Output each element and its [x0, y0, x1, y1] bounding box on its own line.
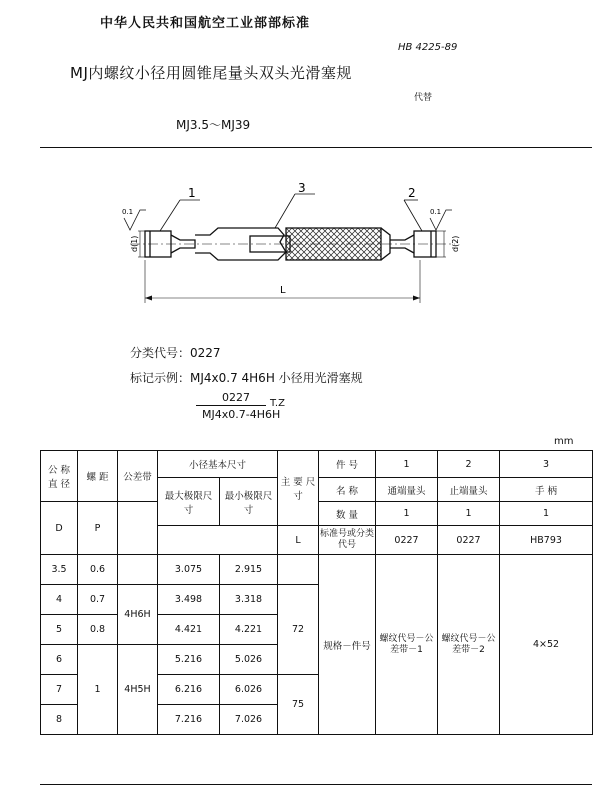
standard-name: MJ内螺纹小径用圆锥尾量头双头光滑塞规 [70, 64, 352, 82]
row-min: 7.026 [220, 705, 278, 735]
col-nominal-diameter: 公 称 直 径 [41, 451, 78, 502]
roughness-left: 0.1 [122, 208, 134, 216]
row-tol-b: 4H5H [118, 645, 158, 735]
part-name-3: 手 柄 [500, 478, 593, 502]
row-P-b: 1 [78, 645, 118, 735]
row-min: 6.026 [220, 675, 278, 705]
symbol-D: D [41, 502, 78, 555]
std-code-label: 标准号或分类代号 [319, 526, 376, 555]
row-max: 5.216 [158, 645, 220, 675]
col-pitch: 螺 距 [78, 451, 118, 502]
standard-number: HB 4225-89 [398, 42, 458, 53]
part-name-1: 通端量头 [376, 478, 438, 502]
quantity-3: 1 [500, 502, 593, 526]
spec-part-2: 螺纹代号－公差带－2 [438, 555, 500, 735]
part-name-label: 名 称 [319, 478, 376, 502]
quantity-1: 1 [376, 502, 438, 526]
row-tol [118, 555, 158, 585]
replaces-label: 代替 [414, 93, 433, 103]
symbol-P: P [78, 502, 118, 555]
callout-1: 1 [188, 186, 196, 200]
header-divider [40, 147, 592, 148]
col-tolerance: 公差带 [118, 451, 158, 502]
row-max: 3.498 [158, 585, 220, 615]
part-no-1: 1 [376, 451, 438, 478]
row-max: 4.421 [158, 615, 220, 645]
row-L-b: 75 [278, 675, 319, 735]
quantity-label: 数 量 [319, 502, 376, 526]
limit-blank [158, 526, 278, 555]
unit-label: mm [554, 436, 574, 447]
symbol-L: L [278, 526, 319, 555]
marking-fraction-line [196, 405, 266, 406]
spec-table [40, 450, 593, 735]
row-max: 3.075 [158, 555, 220, 585]
callout-3: 3 [298, 181, 306, 195]
col-max-limit: 最大极限尺 寸 [158, 478, 220, 526]
row-L-a: 72 [278, 585, 319, 675]
part-no-label: 件 号 [319, 451, 376, 478]
col-minor-diameter: 小径基本尺寸 [158, 451, 278, 478]
marking-example: 标记示例：MJ4x0.7 4H6H 小径用光滑塞规 [130, 371, 363, 385]
row-min: 4.221 [220, 615, 278, 645]
std-code-2: 0227 [438, 526, 500, 555]
spec-part-3: 4×52 [500, 555, 593, 735]
part-no-2: 2 [438, 451, 500, 478]
row-max: 7.216 [158, 705, 220, 735]
part-name-2: 止端量头 [438, 478, 500, 502]
marking-denominator: MJ4x0.7-4H6H [202, 408, 281, 421]
quantity-2: 1 [438, 502, 500, 526]
row-min: 3.318 [220, 585, 278, 615]
marking-tail: T.Z [270, 398, 285, 409]
footer-divider [40, 784, 592, 785]
part-no-3: 3 [500, 451, 593, 478]
row-D: 7 [41, 675, 78, 705]
std-code-1: 0227 [376, 526, 438, 555]
row-min: 5.026 [220, 645, 278, 675]
row-D: 5 [41, 615, 78, 645]
roughness-right: 0.1 [430, 208, 442, 216]
row-P: 0.7 [78, 585, 118, 615]
row-P: 0.6 [78, 555, 118, 585]
row-D: 6 [41, 645, 78, 675]
spec-part-1: 螺纹代号－公差带－1 [376, 555, 438, 735]
row-D: 3.5 [41, 555, 78, 585]
marking-numerator: 0227 [222, 391, 250, 404]
dim-L: L [280, 285, 286, 296]
tolerance-blank [118, 502, 158, 555]
row-D: 4 [41, 585, 78, 615]
col-min-limit: 最小极限尺 寸 [220, 478, 278, 526]
spec-label: 规格－件号 [319, 555, 376, 735]
std-code-3: HB793 [500, 526, 593, 555]
row-min: 2.915 [220, 555, 278, 585]
row-max: 6.216 [158, 675, 220, 705]
col-main-size: 主 要 尺 寸 [278, 451, 319, 526]
size-range: MJ3.5～MJ39 [176, 118, 251, 132]
org-title: 中华人民共和国航空工业部部标准 [100, 16, 311, 31]
row-P: 0.8 [78, 615, 118, 645]
row-tol-a: 4H6H [118, 585, 158, 645]
row-D: 8 [41, 705, 78, 735]
row-L [278, 555, 319, 585]
dim-d1: d(1) [130, 235, 139, 252]
table-row [41, 555, 593, 585]
classification-code: 分类代号：0227 [130, 346, 221, 360]
callout-2: 2 [408, 186, 416, 200]
dim-d2: d(2) [451, 235, 460, 252]
plug-gauge-drawing [100, 180, 480, 315]
